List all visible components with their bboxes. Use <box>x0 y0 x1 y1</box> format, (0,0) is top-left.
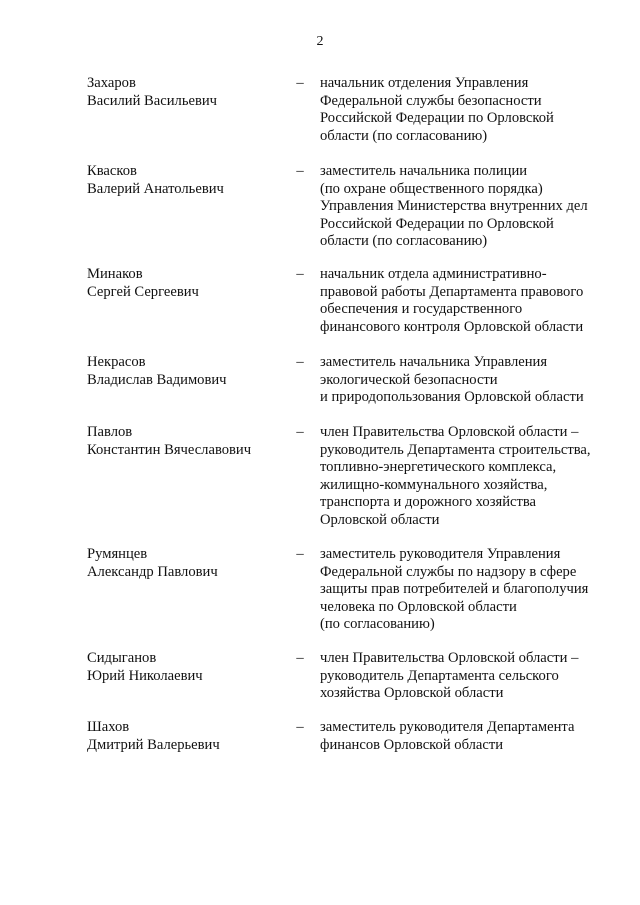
position-line: заместитель руководителя Департамента <box>320 719 575 735</box>
surname: Минаков <box>87 266 143 282</box>
given-names: Константин Вячеславович <box>87 441 252 458</box>
position-line: заместитель руководителя Управления <box>320 546 561 562</box>
given-names: Юрий Николаевич <box>87 667 203 684</box>
given-names: Александр Павлович <box>87 563 218 580</box>
person-name <box>87 719 287 754</box>
given-names: Сергей Сергеевич <box>87 283 199 300</box>
position-line: начальник отделения Управления <box>320 75 529 91</box>
position-description <box>320 650 620 703</box>
position-line: член Правительства Орловской области – <box>320 650 579 666</box>
position-line: хозяйства Орловской области <box>320 685 504 702</box>
position-description <box>320 719 620 754</box>
position-line: руководитель Департамента сельского <box>320 667 559 684</box>
position-line: защиты прав потребителей и благополучия <box>320 581 589 598</box>
position-line: экологической безопасности <box>320 371 498 388</box>
position-line: области (по согласованию) <box>320 233 488 250</box>
position-line: заместитель начальника полиции <box>320 163 528 179</box>
position-line: Федеральной службы по надзору в сфере <box>320 563 577 580</box>
position-line: (по охране общественного порядка) <box>320 180 543 197</box>
dash: – <box>296 266 304 282</box>
position-description <box>320 424 620 530</box>
position-line: (по согласованию) <box>320 616 435 633</box>
person-name <box>87 650 287 685</box>
position-line: топливно-энергетического комплекса, <box>320 459 557 476</box>
position-line: транспорта и дорожного хозяйства <box>320 494 537 511</box>
surname: Шахов <box>87 719 130 735</box>
dash: – <box>296 650 304 666</box>
surname: Румянцев <box>87 546 148 562</box>
position-description <box>320 75 620 145</box>
position-line: области (по согласованию) <box>320 127 488 144</box>
dash: – <box>296 424 304 440</box>
position-line: обеспечения и государственного <box>320 301 523 318</box>
position-line: руководитель Департамента строительства, <box>320 441 591 458</box>
position-line: Российской Федерации по Орловской <box>320 110 554 127</box>
person-name <box>87 75 287 110</box>
person-name <box>87 546 287 581</box>
position-line: начальник отдела административно- <box>320 266 547 282</box>
position-description <box>320 163 620 251</box>
surname: Сидыганов <box>87 650 157 666</box>
person-name <box>87 163 287 198</box>
dash: – <box>296 75 304 91</box>
position-line: Федеральной службы безопасности <box>320 92 542 109</box>
position-line: финансового контроля Орловской области <box>320 318 584 335</box>
given-names: Валерий Анатольевич <box>87 180 224 197</box>
position-line: человека по Орловской области <box>320 598 517 615</box>
given-names: Василий Васильевич <box>87 92 218 109</box>
person-name <box>87 424 287 459</box>
position-line: жилищно-коммунального хозяйства, <box>320 476 548 493</box>
position-description <box>320 546 620 634</box>
surname: Павлов <box>87 424 133 440</box>
dash: – <box>296 354 304 370</box>
position-line: член Правительства Орловской области – <box>320 424 579 440</box>
surname: Захаров <box>87 75 136 91</box>
position-line: и природопользования Орловской области <box>320 389 584 406</box>
position-line: правовой работы Департамента правового <box>320 283 584 300</box>
position-description <box>320 266 620 336</box>
position-line: заместитель начальника Управления <box>320 354 548 370</box>
position-line: финансов Орловской области <box>320 736 504 753</box>
position-description <box>320 354 620 407</box>
given-names: Дмитрий Валерьевич <box>87 736 220 753</box>
surname: Некрасов <box>87 354 146 370</box>
position-line: Управления Министерства внутренних дел <box>320 198 588 215</box>
dash: – <box>296 546 304 562</box>
page-number: 2 <box>316 34 324 49</box>
given-names: Владислав Вадимович <box>87 371 227 388</box>
dash: – <box>296 719 304 735</box>
person-name <box>87 266 287 301</box>
dash: – <box>296 163 304 179</box>
surname: Квасков <box>87 163 137 179</box>
position-line: Российской Федерации по Орловской <box>320 215 554 232</box>
person-name <box>87 354 287 389</box>
position-line: Орловской области <box>320 511 440 528</box>
